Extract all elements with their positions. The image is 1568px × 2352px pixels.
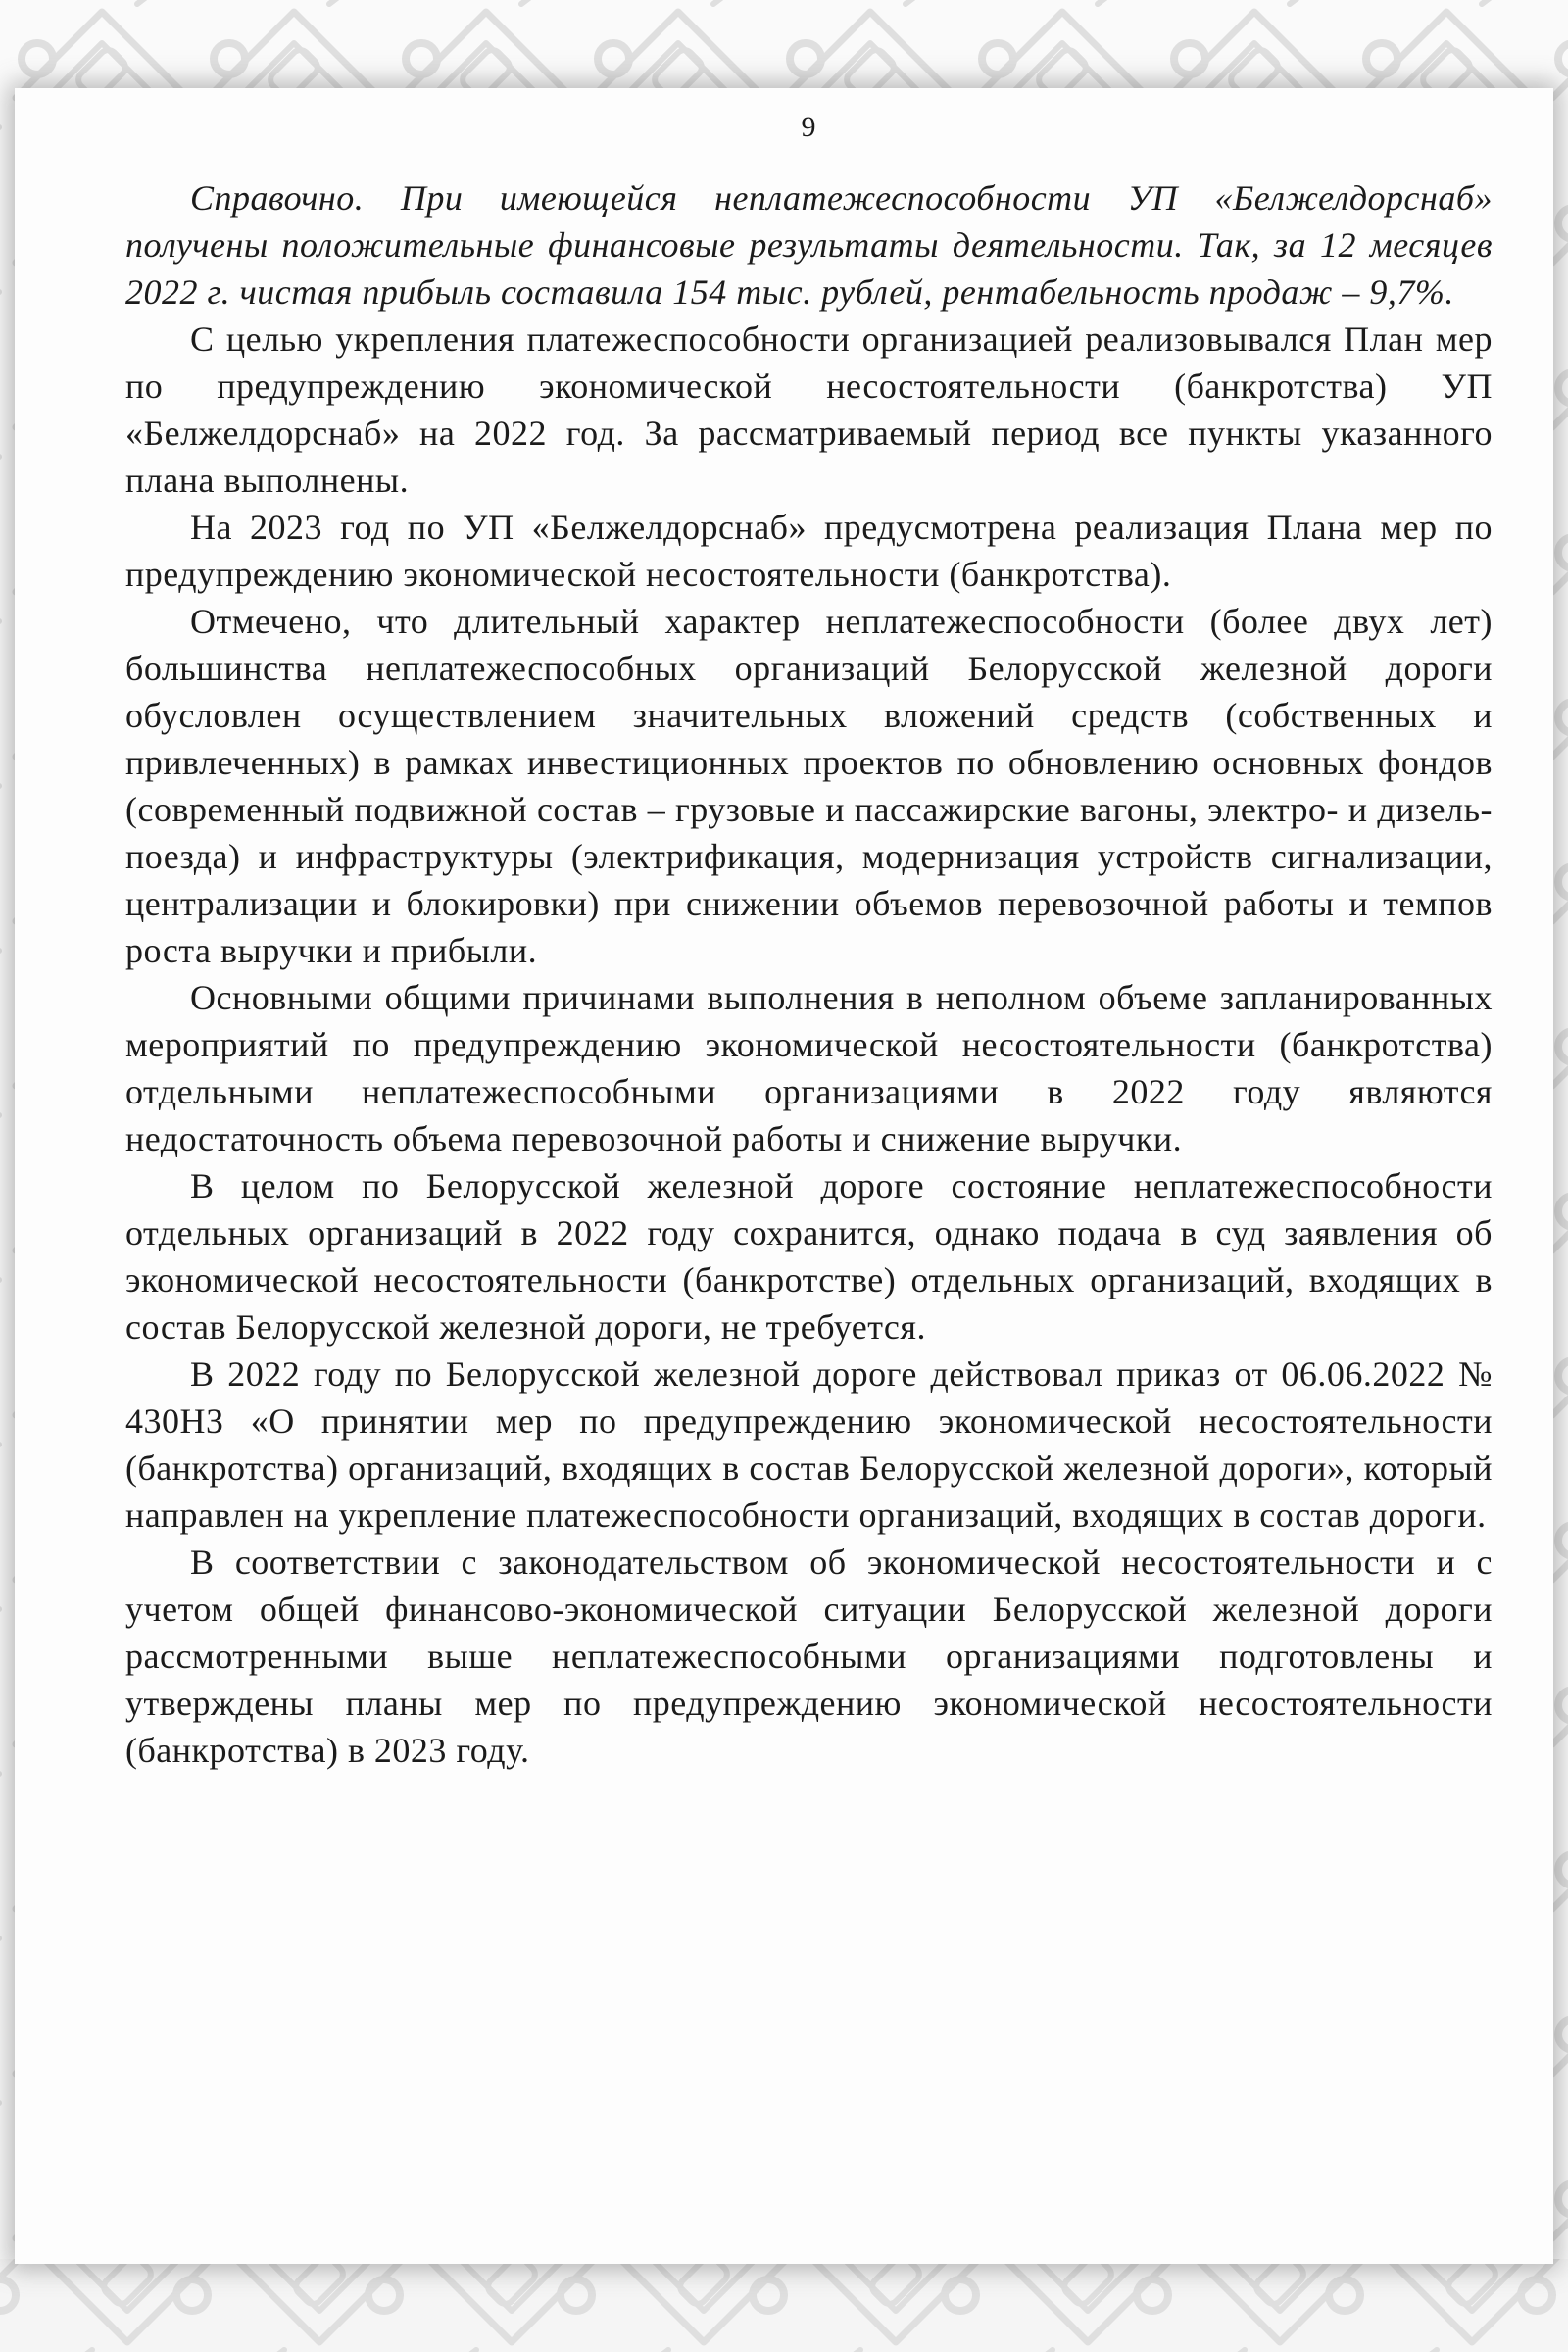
document-page: [15, 88, 1553, 2264]
paragraph: С целью укрепления платежеспособности организацией реализовывался План мер по предупреждению экономической несостоятельности (банкротства) УП «Белжелдорснаб» на 2022 год. За рассматриваемый период все пункты указанного плана выполнены.: [125, 319, 1493, 500]
paragraph: Основными общими причинами выполнения в неполном объеме запланированных мероприятий по предупреждению экономической несостоятельности (банкротства) отдельными неплатежеспособными организациями в 2022 году являются недостаточность объема перевозочной работы и снижение выручки.: [125, 978, 1493, 1158]
document-body: [125, 174, 1493, 1774]
paragraph: В соответствии с законодательством об экономической несостоятельности и с учетом общей финансово-экономической ситуации Белорусской железной дороги рассмотренными выше неплатежеспособными организациями подготовлены и утверждены планы мер по предупреждению экономической несостоятельности (банкротства) в 2023 году.: [125, 1543, 1493, 1770]
paragraph: На 2023 год по УП «Белжелдорснаб» предусмотрена реализация Плана мер по предупреждению экономической несостоятельности (банкротства).: [125, 508, 1493, 594]
paragraph: Отмечено, что длительный характер неплатежеспособности (более двух лет) большинства неплатежеспособных организаций Белорусской железной дороги обусловлен осуществлением значительных вложений средств (собственных и привлеченных) в рамках инвестиционных проектов по обновлению основных фондов (современный подвижной состав – грузовые и пассажирские вагоны, электро- и дизель-поезда) и инфраструктуры (электрификация, модернизация устройств сигнализации, централизации и блокировки) при снижении объемов перевозочной работы и темпов роста выручки и прибыли.: [125, 602, 1493, 970]
paragraph: В 2022 году по Белорусской железной дороге действовал приказ от 06.06.2022 № 430НЗ «О принятии мер по предупреждению экономической несостоятельности (банкротства) организаций, входящих в состав Белорусской железной дороги», который направлен на укрепление платежеспособности организаций, входящих в состав дороги.: [125, 1354, 1493, 1535]
paragraph: В целом по Белорусской железной дороге состояние неплатежеспособности отдельных организаций в 2022 году сохранится, однако подача в суд заявления об экономической несостоятельности (банкротстве) отдельных организаций, входящих в состав Белорусской железной дороги, не требуется.: [125, 1166, 1493, 1347]
paragraph-reference-note: Справочно. При имеющейся неплатежеспособности УП «Белжелдорснаб» получены положительные финансовые результаты деятельности. Так, за 12 месяцев 2022 г. чистая прибыль составила 154 тыс. рублей, рентабельность продаж – 9,7%.: [125, 178, 1493, 312]
page-number: 9: [801, 111, 817, 143]
